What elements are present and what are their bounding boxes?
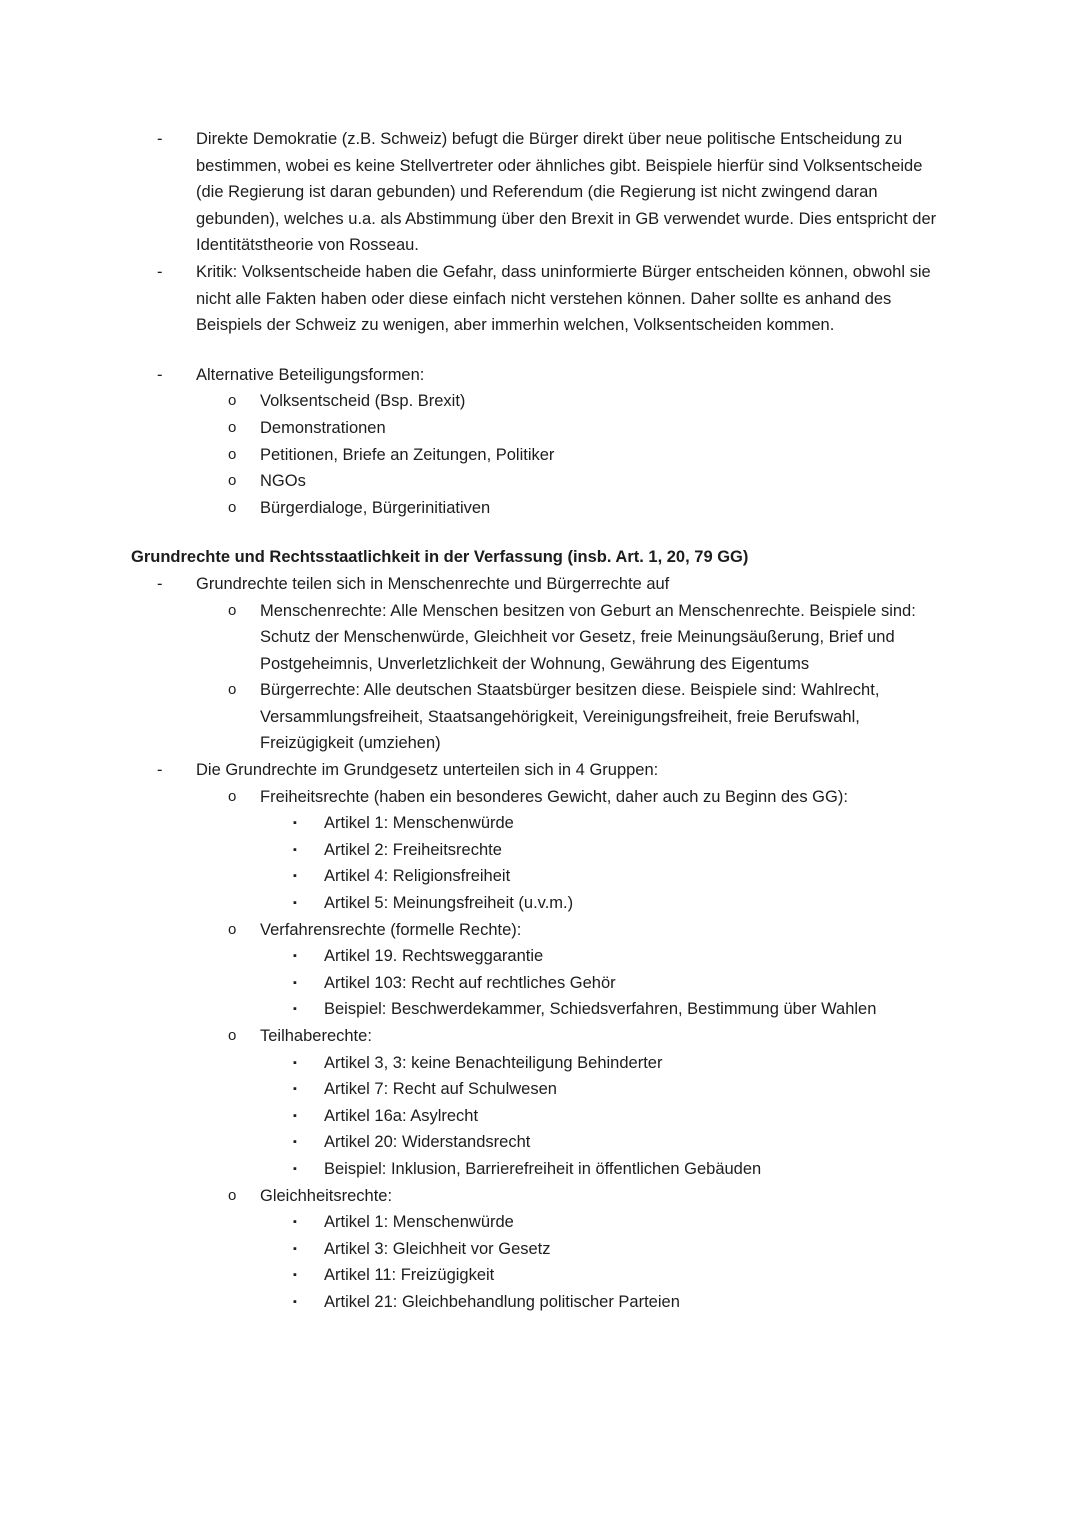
dash-bullet-marker: - bbox=[157, 130, 163, 148]
sub-sub-bullet-artikel-3-3 bbox=[131, 1050, 946, 1077]
sub-sub-bullet-text: Artikel 1: Menschenwürde bbox=[324, 1213, 514, 1232]
sub-sub-bullet-artikel-21 bbox=[131, 1289, 946, 1316]
square-bullet-marker: ▪ bbox=[293, 1216, 297, 1229]
square-bullet-marker: ▪ bbox=[293, 843, 297, 856]
sub-bullet-text: Petitionen, Briefe an Zeitungen, Politiker bbox=[260, 445, 555, 464]
sub-sub-bullet-text: Artikel 21: Gleichbehandlung politischer Parteien bbox=[324, 1292, 680, 1311]
square-bullet-marker: ▪ bbox=[293, 1269, 297, 1282]
square-bullet-marker: ▪ bbox=[293, 870, 297, 883]
blank-line bbox=[131, 521, 946, 544]
circle-bullet-marker: o bbox=[228, 681, 237, 699]
sub-bullet-text: Bürgerdialoge, Bürgerinitiativen bbox=[260, 498, 491, 517]
sub-sub-bullet-artikel-5 bbox=[131, 890, 946, 917]
section-heading-grundrechte: Grundrechte und Rechtsstaatlichkeit in der Verfassung (insb. Art. 1, 20, 79 GG) bbox=[131, 548, 749, 567]
circle-bullet-marker: o bbox=[228, 1186, 237, 1204]
square-bullet-marker: ▪ bbox=[293, 1162, 297, 1175]
sub-bullet-buergerrechte bbox=[131, 677, 946, 757]
sub-bullet-text: Bürgerrechte: Alle deutschen Staatsbürger besitzen diese. Beispiele sind: Wahlrecht, Versammlungsfreiheit, Staatsangehörigkeit, Vereinigungsfreiheit, freie Berufswahl, Freizügigkeit (umziehen) bbox=[260, 681, 880, 753]
sub-sub-bullet-artikel-4 bbox=[131, 863, 946, 890]
square-bullet-marker: ▪ bbox=[293, 817, 297, 830]
circle-bullet-marker: o bbox=[228, 787, 237, 805]
bullet-item-kritik bbox=[131, 259, 946, 339]
bullet-item-direkte-demokratie bbox=[131, 126, 946, 259]
sub-bullet-ngos bbox=[131, 468, 946, 495]
sub-bullet-freiheitsrechte bbox=[131, 784, 946, 811]
sub-sub-bullet-text: Artikel 11: Freizügigkeit bbox=[324, 1266, 495, 1285]
square-bullet-marker: ▪ bbox=[293, 976, 297, 989]
square-bullet-marker: ▪ bbox=[293, 1295, 297, 1308]
sub-sub-bullet-text: Artikel 2: Freiheitsrechte bbox=[324, 840, 502, 859]
sub-bullet-text: NGOs bbox=[260, 472, 306, 491]
sub-sub-bullet-text: Artikel 103: Recht auf rechtliches Gehör bbox=[324, 973, 616, 992]
dash-bullet-marker: - bbox=[157, 262, 163, 281]
sub-sub-bullet-beispiel-inklusion bbox=[131, 1156, 946, 1183]
square-bullet-marker: ▪ bbox=[293, 950, 297, 963]
sub-sub-bullet-artikel-7 bbox=[131, 1076, 946, 1103]
square-bullet-marker: ▪ bbox=[293, 897, 297, 910]
sub-bullet-buergerdialoge bbox=[131, 495, 946, 522]
blank-line bbox=[131, 339, 946, 362]
sub-sub-bullet-text: Artikel 19. Rechtsweggarantie bbox=[324, 947, 544, 966]
sub-sub-bullet-artikel-20 bbox=[131, 1129, 946, 1156]
sub-bullet-text: Volksentscheid (Bsp. Brexit) bbox=[260, 392, 466, 411]
sub-sub-bullet-artikel-103 bbox=[131, 970, 946, 997]
sub-bullet-teilhaberechte bbox=[131, 1023, 946, 1050]
sub-bullet-text: Teilhaberechte: bbox=[260, 1027, 372, 1045]
bullet-text: Alternative Beteiligungsformen: bbox=[196, 365, 425, 384]
square-bullet-marker: ▪ bbox=[293, 1136, 297, 1149]
sub-sub-bullet-artikel-3-gleich bbox=[131, 1236, 946, 1263]
circle-bullet-marker: o bbox=[228, 418, 237, 436]
sub-bullet-menschenrechte bbox=[131, 598, 946, 678]
sub-sub-bullet-artikel-11 bbox=[131, 1262, 946, 1289]
sub-sub-bullet-text: Artikel 7: Recht auf Schulwesen bbox=[324, 1080, 557, 1099]
sub-sub-bullet-artikel-2 bbox=[131, 837, 946, 864]
sub-sub-bullet-artikel-19 bbox=[131, 943, 946, 970]
circle-bullet-marker: o bbox=[228, 920, 237, 938]
sub-sub-bullet-text: Artikel 16a: Asylrecht bbox=[324, 1106, 479, 1125]
bullet-item-vier-gruppen bbox=[131, 757, 946, 784]
sub-sub-bullet-beispiel-verfahren bbox=[131, 996, 946, 1023]
square-bullet-marker: ▪ bbox=[293, 1242, 297, 1255]
sub-bullet-gleichheitsrechte bbox=[131, 1183, 946, 1210]
sub-bullet-text: Verfahrensrechte (formelle Rechte): bbox=[260, 920, 522, 939]
circle-bullet-marker: o bbox=[228, 445, 237, 463]
sub-sub-bullet-artikel-1 bbox=[131, 810, 946, 837]
sub-sub-bullet-text: Beispiel: Inklusion, Barrierefreiheit in öffentlichen Gebäuden bbox=[324, 1159, 762, 1178]
sub-bullet-petitionen bbox=[131, 442, 946, 469]
dash-bullet-marker: - bbox=[157, 365, 163, 384]
sub-bullet-verfahrensrechte bbox=[131, 917, 946, 944]
dash-bullet-marker: - bbox=[157, 574, 163, 593]
bullet-item-grundrechte-teilung bbox=[131, 571, 946, 598]
bullet-text: Kritik: Volksentscheide haben die Gefahr, dass uninformierte Bürger entscheiden können, obwohl sie nicht alle Fakten haben oder diese einfach nicht verstehen können. Daher sollte es anhand des Beispiels der Schweiz zu wenigen, aber immerhin welchen, Volksentscheiden kommen. bbox=[196, 262, 931, 335]
circle-bullet-marker: o bbox=[228, 392, 237, 410]
bullet-text: Die Grundrechte im Grundgesetz unterteilen sich in 4 Gruppen: bbox=[196, 761, 659, 780]
sub-bullet-text: Demonstrationen bbox=[260, 418, 386, 437]
circle-bullet-marker: o bbox=[228, 498, 237, 516]
sub-sub-bullet-text: Artikel 5: Meinungsfreiheit (u.v.m.) bbox=[324, 894, 574, 913]
sub-sub-bullet-text: Artikel 4: Religionsfreiheit bbox=[324, 867, 511, 886]
sub-sub-bullet-artikel-1-gleich bbox=[131, 1209, 946, 1236]
sub-sub-bullet-text: Artikel 1: Menschenwürde bbox=[324, 814, 514, 833]
sub-bullet-volksentscheid bbox=[131, 388, 946, 415]
dash-bullet-marker: - bbox=[157, 761, 163, 780]
square-bullet-marker: ▪ bbox=[293, 1056, 297, 1069]
bullet-text: Direkte Demokratie (z.B. Schweiz) befugt die Bürger direkt über neue politische Entscheidung zu bestimmen, wobei es keine Stellvertreter oder ähnliches gibt. Beispiele hierfür sind Volksentscheide (die Regierung ist daran gebunden) und Referendum (die Regierung ist nicht zwingend daran gebunden), welches u.a. als Abstimmung über den Brexit in GB verwendet wurde. Dies entspricht der Identitätstheorie von Rosseau. bbox=[196, 130, 937, 255]
bullet-text: Grundrechte teilen sich in Menschenrechte und Bürgerrechte auf bbox=[196, 574, 670, 593]
sub-sub-bullet-text: Artikel 3, 3: keine Benachteiligung Behinderter bbox=[324, 1053, 663, 1072]
sub-sub-bullet-text: Artikel 20: Widerstandsrecht bbox=[324, 1133, 531, 1152]
square-bullet-marker: ▪ bbox=[293, 1109, 297, 1122]
bullet-item-beteiligungsformen bbox=[131, 362, 946, 389]
sub-bullet-demonstrationen bbox=[131, 415, 946, 442]
sub-sub-bullet-text: Artikel 3: Gleichheit vor Gesetz bbox=[324, 1239, 551, 1258]
circle-bullet-marker: o bbox=[228, 1027, 237, 1044]
sub-bullet-text: Freiheitsrechte (haben ein besonderes Gewicht, daher auch zu Beginn des GG): bbox=[260, 787, 848, 806]
square-bullet-marker: ▪ bbox=[293, 1083, 297, 1096]
sub-bullet-text: Menschenrechte: Alle Menschen besitzen von Geburt an Menschenrechte. Beispiele sind: Schutz der Menschenwürde, Gleichheit vor Gesetz, freie Meinungsäußerung, Brief und Postgeheimnis, Unverletzlichkeit der Wohnung, Gewährung des Eigentums bbox=[260, 601, 916, 673]
square-bullet-marker: ▪ bbox=[293, 1003, 297, 1016]
circle-bullet-marker: o bbox=[228, 601, 237, 619]
sub-sub-bullet-text: Beispiel: Beschwerdekammer, Schiedsverfahren, Bestimmung über Wahlen bbox=[324, 1000, 877, 1019]
circle-bullet-marker: o bbox=[228, 472, 237, 490]
sub-bullet-text: Gleichheitsrechte: bbox=[260, 1186, 393, 1205]
sub-sub-bullet-artikel-16a bbox=[131, 1103, 946, 1130]
